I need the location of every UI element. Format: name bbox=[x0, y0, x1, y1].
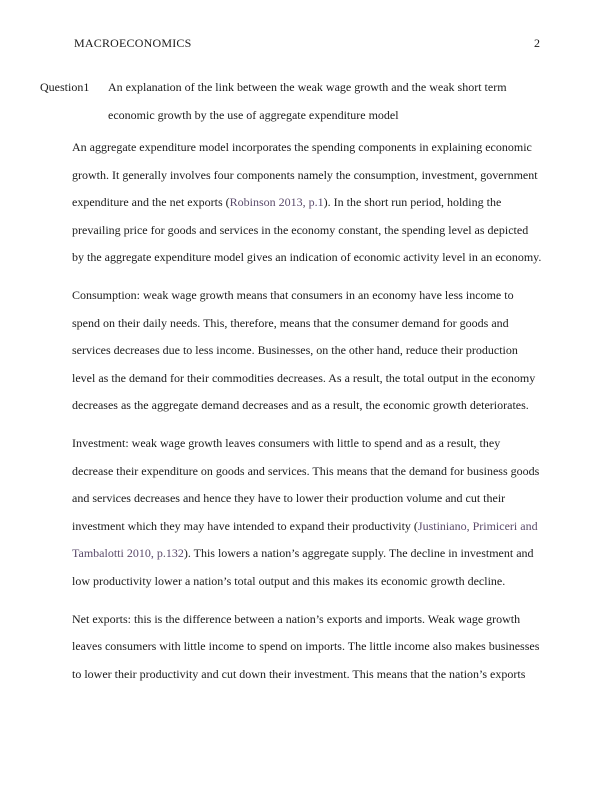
question-block bbox=[40, 73, 540, 129]
question-label: Question1 bbox=[40, 80, 90, 94]
running-head-title: MACROECONOMICS bbox=[74, 36, 192, 50]
citation-robinson: Robinson 2013, p.1 bbox=[229, 195, 324, 210]
paragraph-investment-text-a: Investment: weak wage growth leaves consumers with little to spend and as a result, they decrease their expenditure on goods and services. This means that the demand for business goods and services decreases and hence they have to lower their production volume and cut their investment which they may have intended to expand their productivity ( bbox=[72, 435, 540, 533]
paragraph-net-exports: Net exports: this is the difference between a nation’s exports and imports. Weak wage growth leaves consumers with little income to spend on imports. The little income also makes businesses to lower their productivity and cut down their investment. This means that the nation’s exports bbox=[72, 611, 540, 681]
question-text: An explanation of the link between the weak wage growth and the weak short term economic growth by the use of aggregate expenditure model bbox=[108, 80, 507, 122]
paragraph-investment bbox=[72, 430, 542, 596]
paragraph-intro bbox=[72, 134, 542, 272]
paragraph-intro-text-a: An aggregate expenditure model incorporates the spending components in explaining economic growth. It generally involves four components namely the consumption, investment, government expenditure and the net exports ( bbox=[72, 140, 538, 210]
document-body bbox=[72, 134, 542, 698]
paragraph-intro-text-b: ). In the short run period, holding the prevailing price for goods and services in the economy constant, the spending level as depicted by the aggregate expenditure model gives an indication of economic activity level in an economy. bbox=[72, 195, 542, 265]
page-number: 2 bbox=[534, 36, 540, 50]
paragraph-investment-text-b: ). This lowers a nation’s aggregate supply. The decline in investment and low productivity lower a nation’s total output and this makes its economic growth decline. bbox=[72, 546, 534, 588]
paragraph-consumption: Consumption: weak wage growth means that consumers in an economy have less income to spend on their daily needs. This, therefore, means that the consumer demand for goods and services decreases due to less income. Businesses, on the other hand, reduce their production level as the demand for their commodities decreases. As a result, the total output in the economy decreases as the aggregate demand decreases and as a result, the economic growth deteriorates. bbox=[72, 287, 536, 413]
citation-justiniano: Justiniano, Primiceri and Tambalotti 2010, p.132 bbox=[72, 518, 538, 561]
